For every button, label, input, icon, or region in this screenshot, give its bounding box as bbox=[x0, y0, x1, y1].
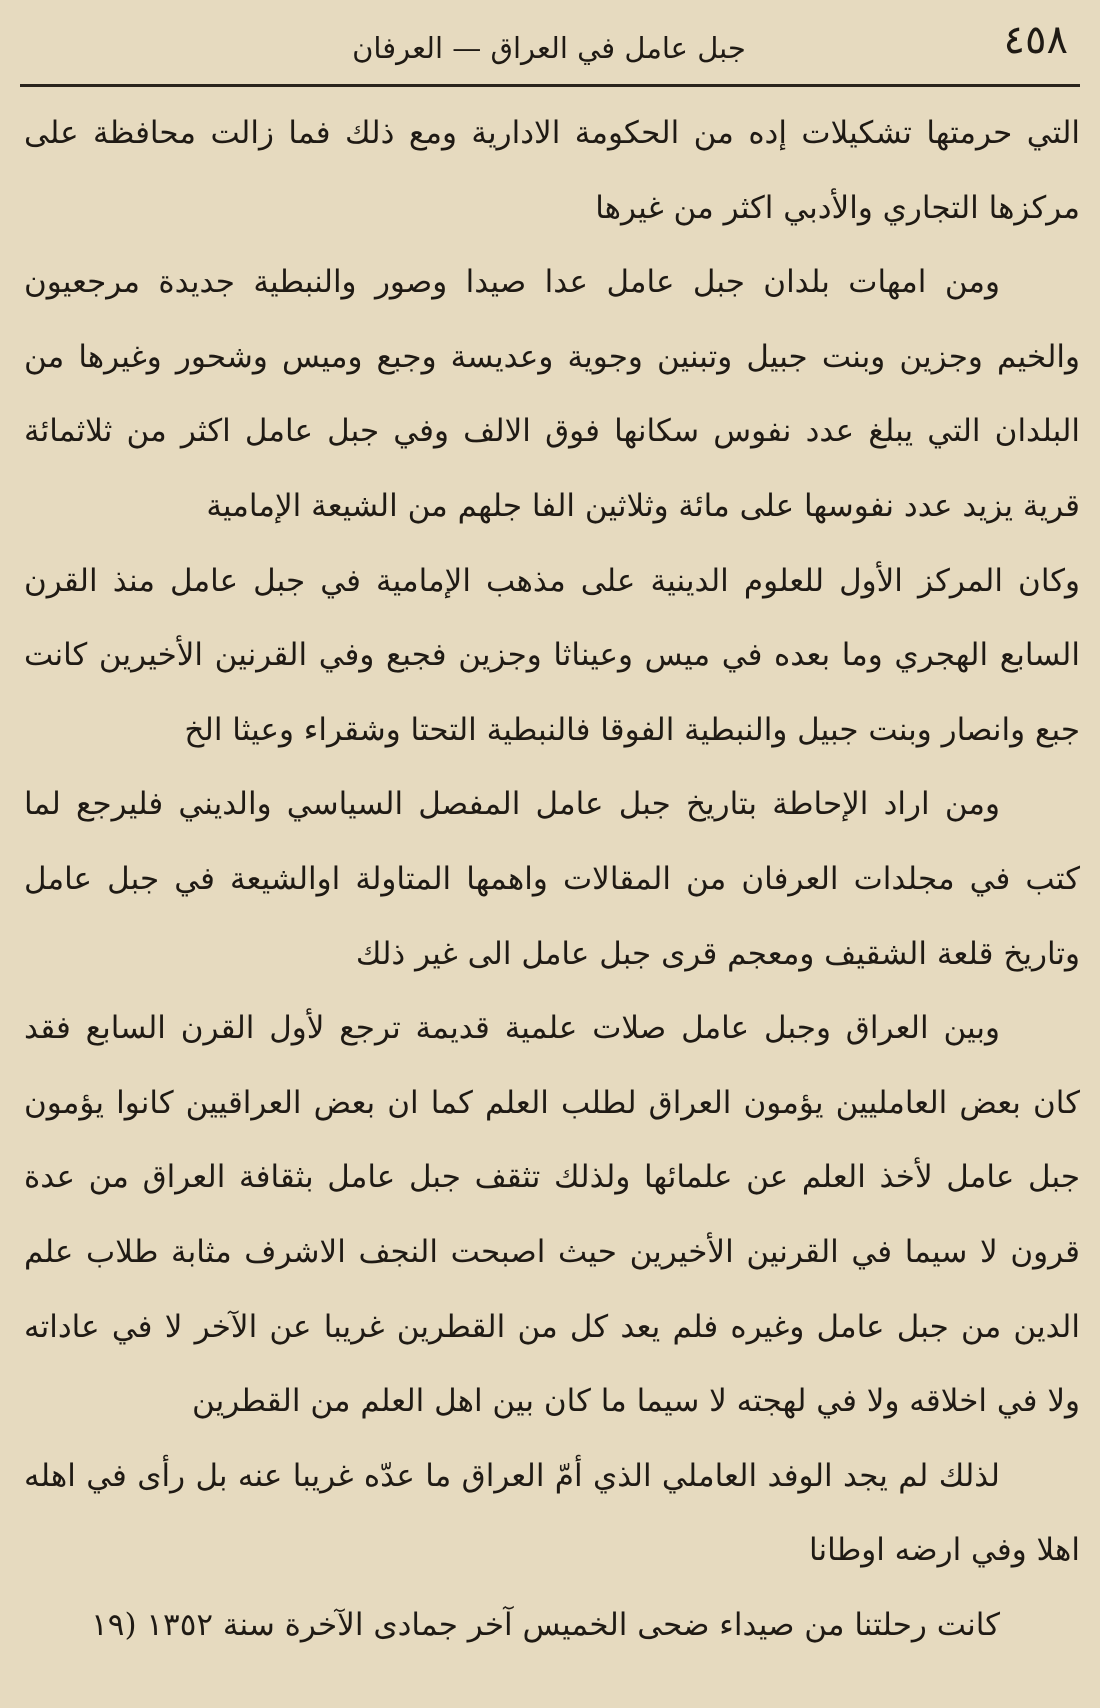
paragraph: التي حرمتها تشكيلات إده من الحكومة الادارية ومع ذلك فما زالت محافظة على مركزها التجاري والأدبي اكثر من غيرها bbox=[24, 115, 1080, 226]
paragraph: وكان المركز الأول للعلوم الدينية على مذهب الإمامية في جبل عامل منذ القرن السابع الهجري وما بعده في ميس وعيناثا وجزين فجبع وفي القرنين الأخيرين كانت جبع وانصار وبنت جبيل والنبطية الفوقا فالنبطية التحتا وشقراء وعيثا الخ bbox=[24, 562, 1080, 748]
header-rule bbox=[20, 84, 1080, 87]
paragraph: كانت رحلتنا من صيداء ضحى الخميس آخر جمادى الآخرة سنة ١٣٥٢ (١٩ bbox=[91, 1606, 1000, 1643]
page-number: ٤٥٨ bbox=[1003, 17, 1068, 63]
running-title: جبل عامل في العراق — العرفان bbox=[352, 31, 746, 65]
paragraph: ومن امهات بلدان جبل عامل عدا صيدا وصور والنبطية جديدة مرجعيون والخيم وجزين وبنت جبيل وتبنين وجوية وعديسة وجبع وميس وشحور وغيرها من البلدان التي يبلغ عدد نفوس سكانها فوق الالف وفي جبل عامل اكثر من ثلاثمائة قرية يزيد عدد نفوسها على مائة وثلاثين الفا جلهم من الشيعة الإمامية bbox=[24, 264, 1080, 524]
page-header bbox=[18, 8, 1080, 80]
article-body bbox=[24, 96, 1080, 1662]
paragraph: لذلك لم يجد الوفد العاملي الذي أمّ العراق ما عدّه غريبا عنه بل رأى في اهله اهلا وفي ارضه اوطانا bbox=[24, 1457, 1080, 1569]
paragraph: وبين العراق وجبل عامل صلات علمية قديمة ترجع لأول القرن السابع فقد كان بعض العامليين يؤمون العراق لطلب العلم كما ان بعض العراقيين كانوا يؤمون جبل عامل لأخذ العلم عن علمائها ولذلك تثقف جبل عامل بثقافة العراق من عدة قرون لا سيما في القرنين الأخيرين حيث اصبحت النجف الاشرف مثابة طلاب علم الدين من جبل عامل وغيره فلم يعد كل من القطرين غريبا عن الآخر لا في عاداته ولا في اخلاقه ولا في لهجته لا سيما ما كان بين اهل العلم من القطرين bbox=[24, 1010, 1080, 1420]
paragraph: ومن اراد الإحاطة بتاريخ جبل عامل المفصل السياسي والديني فليرجع لما كتب في مجلدات العرفان من المقالات واهمها المتاولة اوالشيعة في جبل عامل وتاريخ قلعة الشقيف ومعجم قرى جبل عامل الى غير ذلك bbox=[24, 786, 1080, 972]
